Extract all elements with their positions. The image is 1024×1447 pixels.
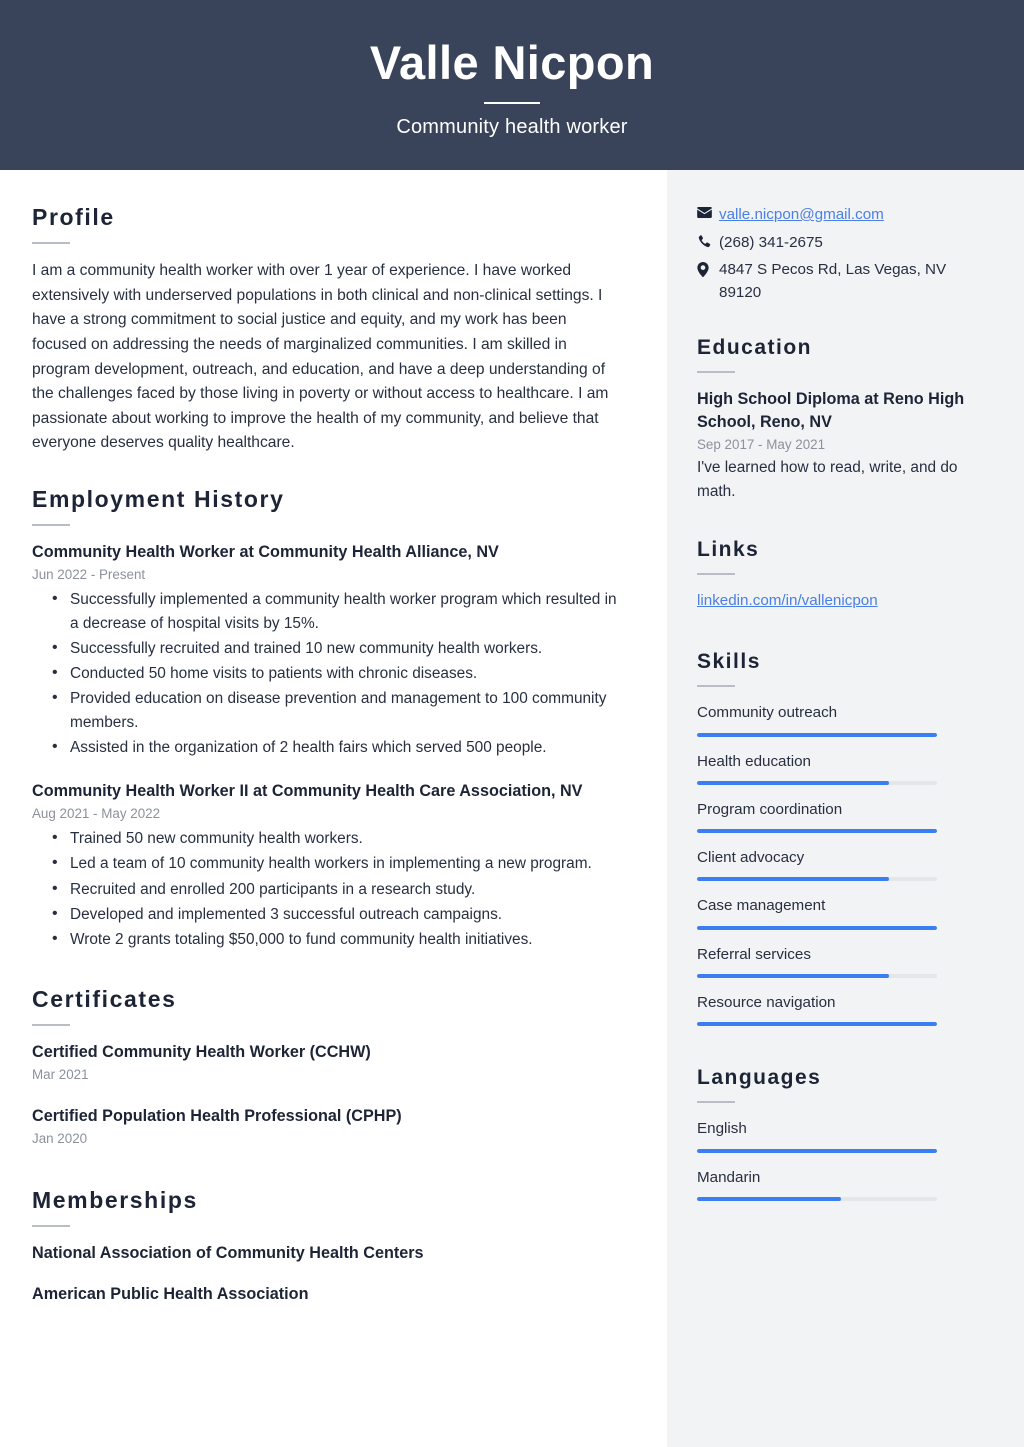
skill-bar-fill [697,1022,937,1026]
section-profile [32,204,623,456]
profile-text: I am a community health worker with over 1 year of experience. I have worked extensively with underserved populations in both clinical and non-clinical settings. I have a strong commitment to social justice and equity, and my work has been focused on addressing the needs of marginalized communities. I am skilled in program development, outreach, and education, and have a deep understanding of the challenges faced by those living in poverty or without access to healthcare. I am passionate about working to improve the health of my community, and believe that everyone deserves quality healthcare. [32,262,609,452]
skill-label: Case management [697,897,826,915]
job-date: Aug 2021 - May 2022 [32,806,161,822]
language-bar-fill [697,1197,841,1201]
phone-icon [697,232,719,249]
certificate-date: Mar 2021 [32,1066,89,1082]
profile-heading: Profile [32,204,115,230]
certificate-entry [32,1105,623,1149]
skill-bar-track [697,1022,937,1026]
skill-bar-track [697,781,937,785]
certificates-heading: Certificates [32,985,177,1012]
skill-item [697,847,982,881]
skills-heading: Skills [697,650,761,674]
education-heading-rule [697,371,735,373]
skill-bar-track [697,877,937,881]
address-text: 4847 S Pecos Rd, Las Vegas, NV 89120 [719,261,947,301]
job-bullet: • Assisted in the organization of 2 health fairs which served 500 people. [32,736,623,760]
candidate-name: Valle Nicpon [369,35,655,89]
certificate-date: Jan 2020 [32,1130,88,1146]
skill-label: Community outreach [697,704,838,722]
linkedin-link[interactable]: linkedin.com/in/vallenicpon [697,591,878,609]
skill-item [697,944,982,978]
membership-item: National Association of Community Health Centers [32,1243,424,1262]
language-label: Mandarin [697,1168,761,1186]
education-entry [697,388,982,504]
skill-item [697,751,982,785]
contact-row-address [697,259,982,304]
job-bullet: • Provided education on disease prevention and management to 100 community members. [32,687,623,735]
skill-item [697,702,982,736]
profile-heading-rule [32,242,70,244]
employment-entry [32,541,623,760]
job-bullet-list [32,588,623,760]
education-title: High School Diploma at Reno High School, Reno, NV [697,390,965,431]
skill-item [697,895,982,929]
education-description: I've learned how to read, write, and do math. [697,459,958,500]
job-bullet: • Successfully implemented a community health worker program which resulted in a decrease of hospital visits by 15%. [32,588,623,636]
location-pin-icon [697,259,719,277]
job-bullet: • Developed and implemented 3 successful outreach campaigns. [32,903,623,927]
main-column [0,170,667,1447]
resume-body [0,170,1024,1447]
skills-heading-rule [697,685,735,687]
language-item [697,1167,982,1201]
job-title: Community Health Worker II at Community Health Care Association, NV [32,782,583,801]
section-memberships [32,1187,623,1307]
certificate-title: Certified Population Health Professional (CPHP) [32,1106,402,1125]
links-heading: Links [697,537,760,561]
certificates-heading-rule [32,1024,70,1026]
section-certificates [32,986,623,1149]
language-label: English [697,1120,747,1138]
skill-label: Referral services [697,945,811,963]
job-bullet: • Conducted 50 home visits to patients with chronic diseases. [32,662,623,686]
job-bullet: • Wrote 2 grants totaling $50,000 to fund community health initiatives. [32,928,623,952]
skill-bar-fill [697,877,889,881]
phone-number: (268) 341-2675 [719,233,823,251]
language-bar-fill [697,1149,937,1153]
skill-bar-track [697,974,937,978]
languages-heading-rule [697,1101,735,1103]
memberships-heading-rule [32,1225,70,1227]
skill-item [697,992,982,1026]
skill-label: Health education [697,752,811,770]
skill-bar-track [697,733,937,737]
job-bullet: • Successfully recruited and trained 10 new community health workers. [32,637,623,661]
skill-label: Program coordination [697,800,843,818]
employment-heading: Employment History [32,486,285,512]
language-bar-track [697,1197,937,1201]
job-bullet-list [32,827,623,951]
skill-bar-fill [697,733,937,737]
employment-heading-rule [32,524,70,526]
skill-item [697,799,982,833]
certificate-entry [32,1041,623,1085]
language-item [697,1118,982,1152]
links-heading-rule [697,573,735,575]
job-date: Jun 2022 - Present [32,567,146,582]
section-links [697,538,982,613]
section-skills [697,650,982,1026]
skill-bar-fill [697,781,889,785]
job-bullet: • Recruited and enrolled 200 participants in a research study. [32,878,623,902]
skill-bar-fill [697,829,937,833]
certificate-title: Certified Community Health Worker (CCHW) [32,1042,371,1061]
job-title: Community Health Worker at Community Health Alliance, NV [32,543,499,561]
section-employment-history [32,486,623,952]
skill-label: Resource navigation [697,994,836,1012]
language-bar-track [697,1149,937,1153]
education-heading: Education [697,336,813,359]
envelope-icon [697,204,719,218]
email-link[interactable]: valle.nicpon@gmail.com [719,206,884,223]
resume-header [0,0,1024,170]
skill-label: Client advocacy [697,849,805,867]
skill-bar-fill [697,974,889,978]
skill-bar-track [697,926,937,930]
contact-row-email[interactable] [697,204,982,227]
membership-item: American Public Health Association [32,1285,309,1304]
sidebar-column [667,170,1024,1447]
job-bullet: • Led a team of 10 community health workers in implementing a new program. [32,852,623,876]
employment-entry [32,780,623,951]
skill-bar-fill [697,926,937,930]
header-divider [484,102,540,104]
section-languages [697,1066,982,1201]
contact-list [697,204,982,304]
contact-row-phone [697,232,982,255]
education-date: Sep 2017 - May 2021 [697,437,826,452]
skill-bar-track [697,829,937,833]
languages-heading: Languages [697,1066,822,1090]
candidate-job-title: Community health worker [396,116,628,139]
section-education [697,336,982,504]
job-bullet: • Trained 50 new community health workers. [32,827,623,851]
memberships-heading: Memberships [32,1186,198,1213]
